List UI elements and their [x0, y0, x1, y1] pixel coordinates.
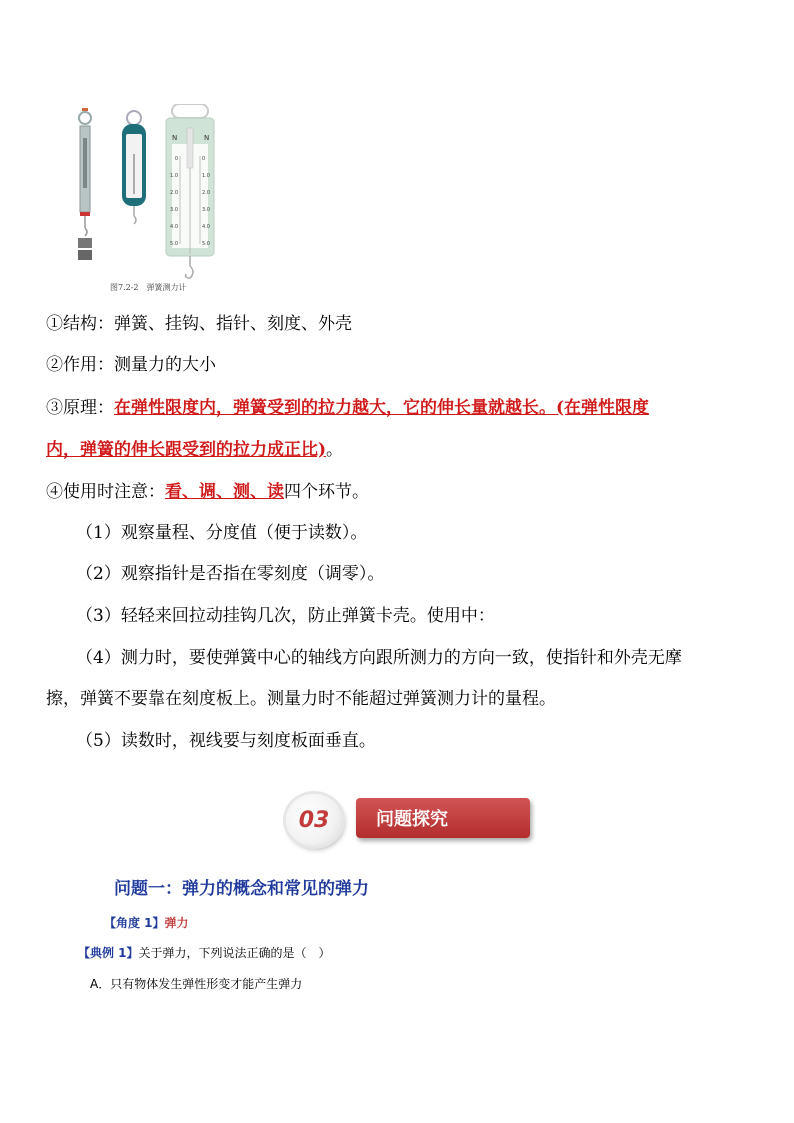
angle-label: 【角度 1】	[104, 916, 165, 930]
principle-line	[46, 395, 649, 421]
section-badge-title: 问题探究	[356, 798, 530, 838]
angle-text: 弹力	[164, 916, 189, 930]
principle-line-2	[46, 437, 343, 463]
usage-end: 四个环节。	[284, 482, 369, 502]
option-a: A．只有物体发生弹性形变才能产生弹力	[90, 977, 303, 991]
step-5: （5）读数时，视线要与刻度板面垂直。	[76, 731, 376, 751]
principle-red-text-1: 在弹性限度内，弹簧受到的拉力越大，它的伸长量就越长。(在弹性限度	[114, 398, 650, 418]
right-tick-label: 0	[202, 156, 206, 162]
step-4b: 擦，弹簧不要靠在刻度板上。测量力时不能超过弹簧测力计的量程。	[46, 689, 556, 709]
unit-right-label: N	[204, 134, 210, 142]
step-3: （3）轻轻来回拉动挂钩几次，防止弹簧卡壳。使用中：	[76, 606, 495, 626]
section-badge-number: 03	[286, 794, 342, 846]
left-tick-label: 5.0	[170, 241, 178, 247]
function-line: ②作用：测量力的大小	[46, 355, 216, 375]
right-tick-label: 3.0	[202, 207, 210, 213]
step-2: （2）观察指针是否指在零刻度（调零）。	[76, 564, 385, 584]
structure-line: ①结构：弹簧、挂钩、指针、刻度、外壳	[46, 314, 352, 334]
question-title: 问题一：弹力的概念和常见的弹力	[114, 879, 369, 899]
unit-left-label: N	[172, 134, 178, 142]
right-tick-label: 4.0	[202, 224, 210, 230]
right-tick-label: 2.0	[202, 190, 210, 196]
left-tick-label: 3.0	[170, 207, 178, 213]
left-tick-label: 2.0	[170, 190, 178, 196]
spring-scale-3	[166, 104, 214, 278]
right-tick-label: 1.0	[202, 173, 210, 179]
principle-red-text-2: 内，弹簧的伸长跟受到的拉力成正比)	[46, 440, 327, 460]
step-4a: （4）测力时，要使弹簧中心的轴线方向跟所测力的方向一致，使指针和外壳无摩	[76, 648, 682, 668]
left-tick-label: 0	[174, 156, 178, 162]
left-tick-label: 1.0	[170, 173, 178, 179]
usage-red-text: 看、调、测、读	[165, 482, 284, 502]
section-badge	[286, 794, 534, 846]
principle-label: ③原理：	[46, 398, 114, 418]
angle-heading	[104, 914, 189, 931]
figure-caption: 图7.2-2 弹簧测力计	[110, 283, 187, 292]
right-tick-label: 5.0	[202, 241, 210, 247]
principle-end: 。	[326, 440, 344, 460]
usage-line	[46, 479, 369, 505]
left-tick-label: 4.0	[170, 224, 178, 230]
spring-scale-figure	[68, 104, 228, 296]
example-text: 关于弹力，下列说法正确的是（ ）	[138, 946, 331, 960]
spring-scale-2	[122, 111, 146, 224]
step-1: （1）观察量程、分度值（便于读数）。	[76, 523, 368, 543]
example-label: 【典例 1】	[78, 946, 139, 960]
spring-scale-1	[78, 108, 92, 260]
usage-label: ④使用时注意：	[46, 482, 165, 502]
spring-scale-illustration	[68, 104, 228, 296]
example-heading	[78, 944, 331, 961]
